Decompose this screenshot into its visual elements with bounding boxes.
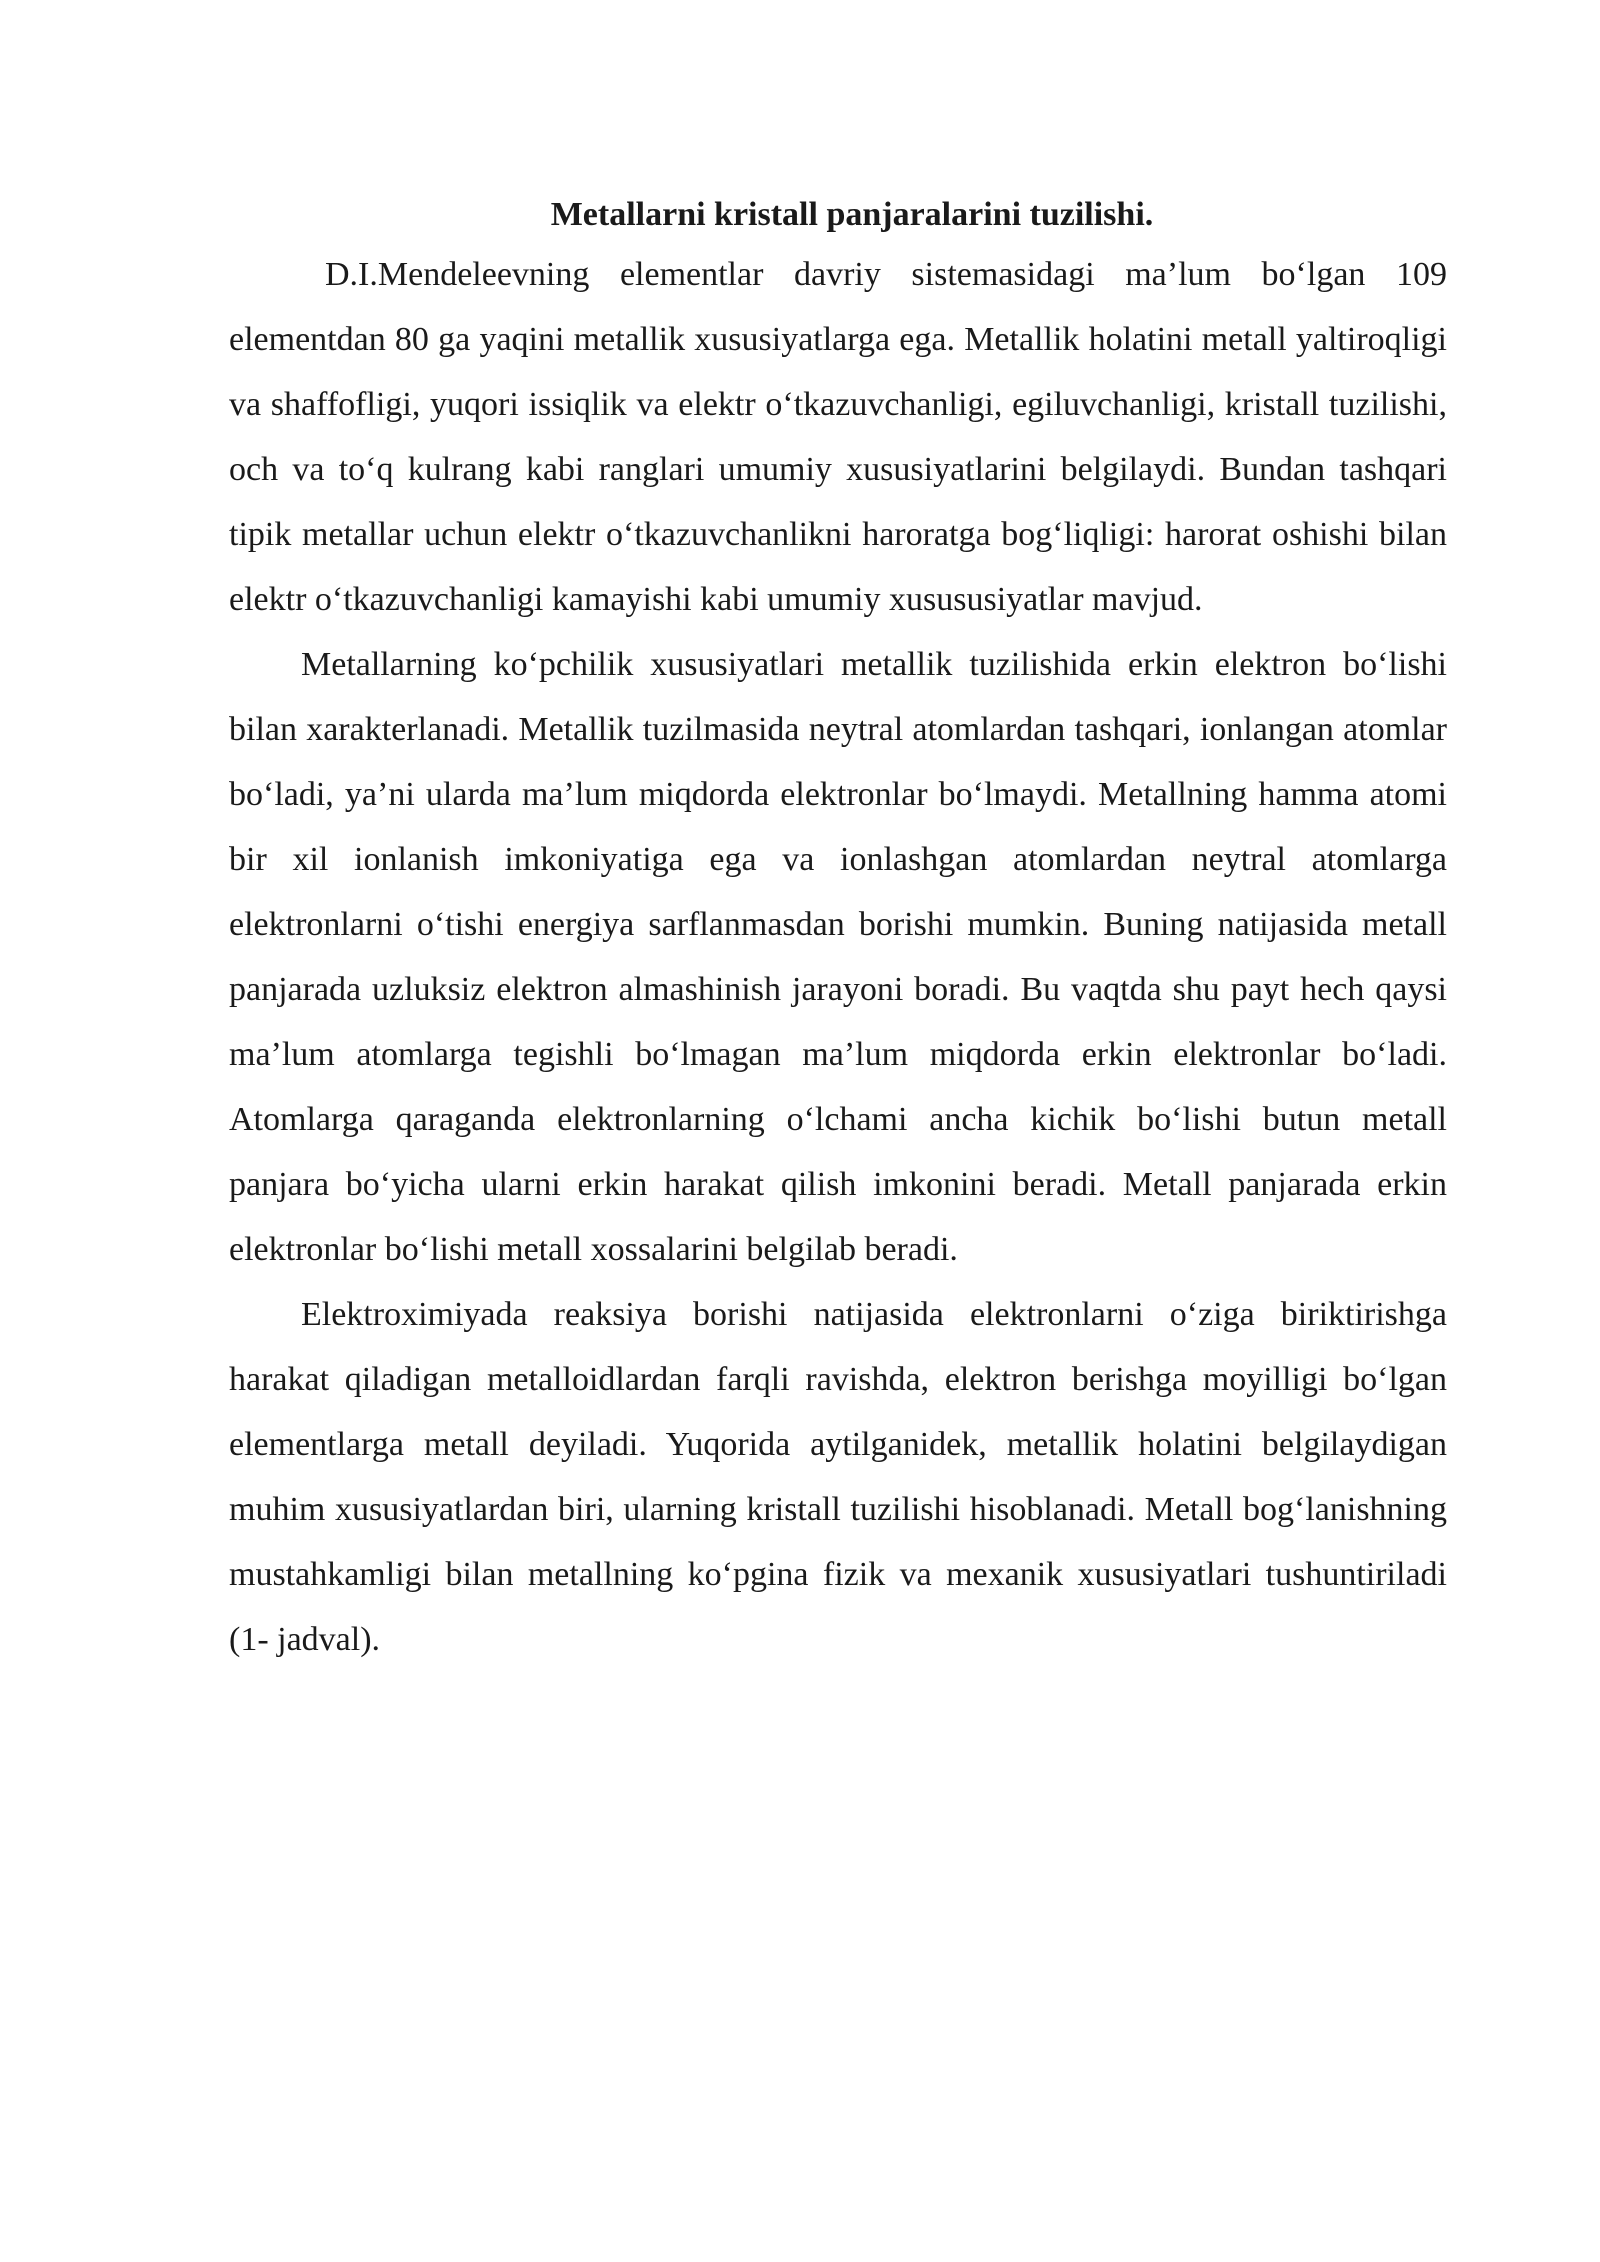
page-title: Metallarni kristall panjaralarini tuzilishi. xyxy=(550,196,1154,233)
paragraph-2: Metallarning ko‘pchilik xususiyatlari metallik tuzilishida erkin elektron bo‘lishi bilan xarakterlanadi. Metallik tuzilmasida neytral atomlardan tashqari, ionlangan atomlar bo‘ladi, ya’ni ularda ma’lum miqdorda elektronlar bo‘lmaydi. Metallning hamma atomi bir xil ionlanish imkoniyatiga ega va ionlashgan atomlardan neytral atomlarga elektronlarni o‘tishi energiya sarflanmasdan borishi mumkin. Buning natijasida metall panjarada uzluksiz elektron almashinish jarayoni boradi. Bu vaqtda shu payt hech qaysi ma’lum atomlarga tegishli bo‘lmagan ma’lum miqdorda erkin elektronlar bo‘ladi. Atomlarga qaraganda elektronlarning o‘lchami ancha kichik bo‘lishi butun metall panjara bo‘yicha ularni erkin harakat qilish imkonini beradi. Metall panjarada erkin elektronlar bo‘lishi metall xossalarini belgilab beradi. xyxy=(229,646,1447,1268)
document-body xyxy=(229,188,1447,1672)
paragraph-1: D.I.Mendeleevning elementlar davriy sistemasidagi ma’lum bo‘lgan 109 elementdan 80 ga yaqini metallik xususiyatlarga ega. Metallik holatini metall yaltiroqligi va shaffofligi, yuqori issiqlik va elektr o‘tkazuvchanligi, egiluvchanligi, kristall tuzilishi, och va to‘q kulrang kabi ranglari umumiy xususiyatlarini belgilaydi. Bundan tashqari tipik metallar uchun elektr o‘tkazuvchanlikni haroratga bog‘liqligi: harorat oshishi bilan elektr o‘tkazuvchanligi kamayishi kabi umumiy xusususiyatlar mavjud. xyxy=(229,256,1447,618)
paragraph-3: Elektroximiyada reaksiya borishi natijasida elektronlarni o‘ziga biriktirishga harakat qiladigan metalloidlardan farqli ravishda, elektron berishga moyilligi bo‘lgan elementlarga metall deyiladi. Yuqorida aytilganidek, metallik holatini belgilaydigan muhim xususiyatlardan biri, ularning kristall tuzilishi hisoblanadi. Metall bog‘lanishning mustahkamligi bilan metallning ko‘pgina fizik va mexanik xususiyatlari tushuntiriladi (1- jadval). xyxy=(229,1296,1447,1658)
